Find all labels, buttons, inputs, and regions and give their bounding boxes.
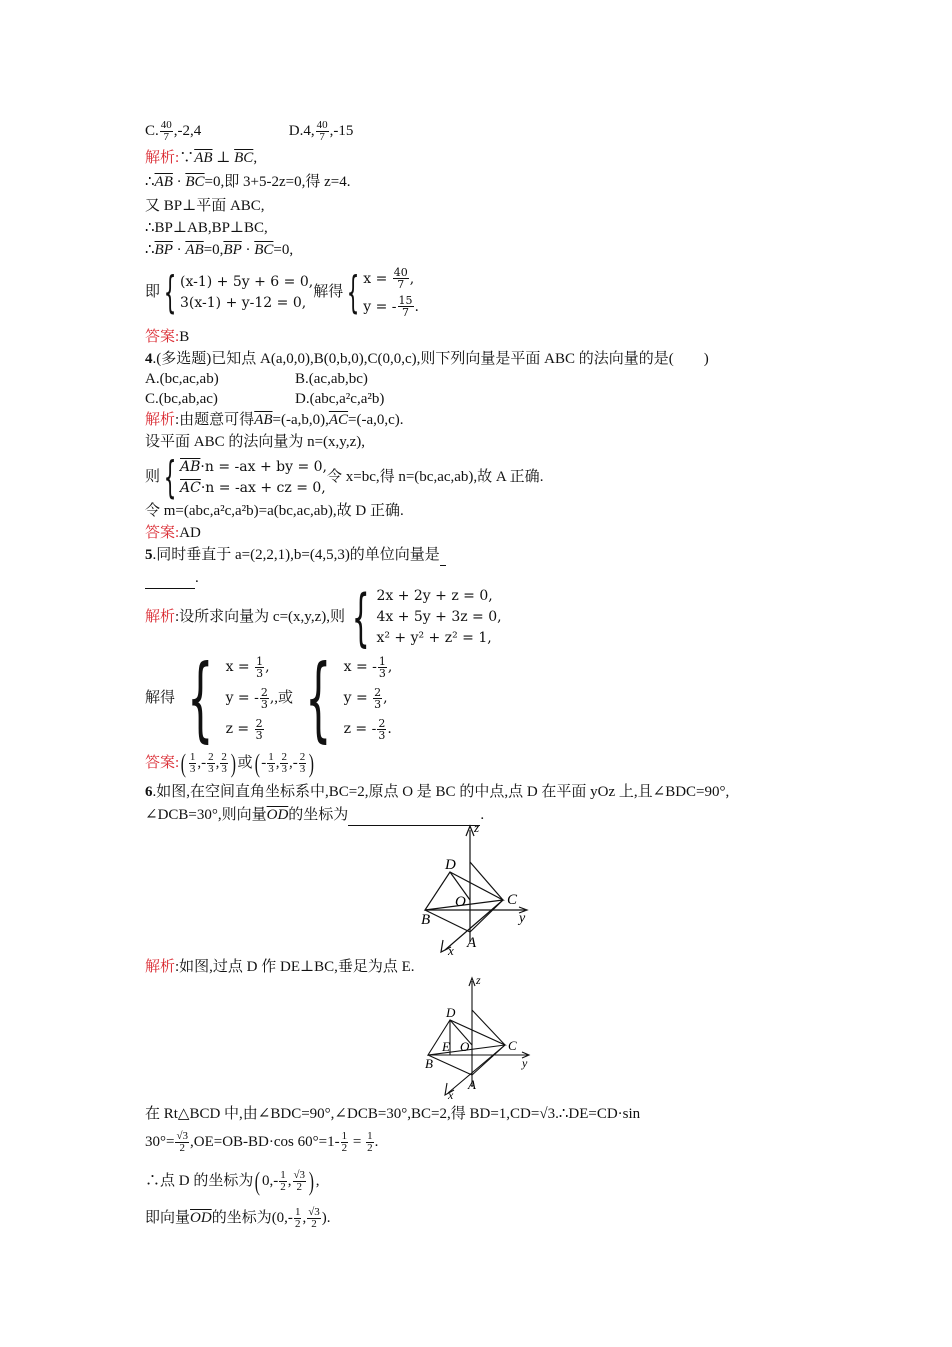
answer-value: B (179, 329, 190, 345)
q5-answer: 答案:( $\frac{1}{3}$ ,- $\frac{2}{3}$ , $\frac{2}{3}$ ) 或( - $\frac{1}{3}$ , $\frac{2}{3}$ ,- $\frac{2}{3}$ ) (145, 748, 315, 778)
label-y: y (522, 1056, 528, 1070)
vector-bc: $\overline{BC}$ (234, 150, 254, 166)
q4-options-cd: C.(bc,ab,ac) D.(abc,a²c,a²b) (145, 391, 385, 407)
option-c-label: C. (145, 122, 159, 139)
q4-analysis-1: 解析:由题意可得$\overline{AB}=(-a,b,0),\overline{AC}=(-a,0,c)$. (145, 412, 404, 428)
label-c: C (508, 1038, 517, 1053)
q4-title: 4.(多选题)已知点 A(a,0,0),B(0,b,0),C(0,0,c),则下列向量是平面 ABC 的法向量的是( ) (145, 351, 709, 367)
solution-1: x = $\frac{1}{3}$ , y = - $\frac{2}{3}$ , z = $\frac{2}{3}$ (225, 654, 275, 742)
q4-analysis-2: 设平面 ABC 的法向量为 n=(x,y,z), (145, 434, 365, 450)
q4-answer: 答案:AD (145, 525, 201, 541)
fraction: $\frac{40}{7}$ (160, 119, 172, 143)
q6-analysis-5: 即向量$\overline{OD}$的坐标为(0,- $\frac{1}{2}$ , $\frac{√3}{2}$ ). (145, 1206, 331, 1231)
label-a: A (468, 1077, 476, 1092)
label-o: O (460, 1039, 470, 1054)
label-d: D (446, 1005, 456, 1020)
option-d-label: D.4, (288, 122, 315, 139)
label-o: O (455, 894, 466, 910)
label-x: x (448, 1088, 454, 1100)
q3-analysis-2: $\therefore\overline{AB} \cdot \overline{BC}=0$,即 3+5-2z=0,得 z=4. (145, 174, 351, 190)
q3-analysis-4: ∴BP⊥AB,BP⊥BC, (145, 220, 268, 236)
vector-ab: $\overline{AB}$ (194, 150, 213, 166)
label-c: C (507, 892, 518, 908)
q6-analysis-3: 30°= $\frac{√3}{2}$ ,OE=OB-BD·cos 60°=1- $\frac{1}{2}$ = $\frac{1}{2}$ . (145, 1130, 379, 1155)
q3-analysis-1: 解析$:\because\overline{AB}$ ⊥ $\overline{BC}$, (145, 150, 258, 166)
q5-analysis-1: 解析:设所求向量为 c=(x,y,z),则 { 2x + 2y + z = 0, 4x + 5y + 3z = 0, x² + y² + z² = 1, (145, 580, 502, 654)
coordinate-figure-2 (420, 975, 535, 1100)
q4-analysis-4: 令 m=(abc,a²c,a²b)=a(bc,ac,ab),故 D 正确. (145, 503, 404, 519)
q3-analysis-3: 又 BP⊥平面 ABC, (145, 198, 265, 214)
q3-answer: 答案:B (145, 329, 190, 345)
q3-options-line (145, 120, 353, 143)
fraction: $\frac{40}{7}$ (316, 119, 328, 143)
equation-system: (x-1) + 5y + 6 = 0, 3(x-1) + y-12 = 0, (180, 273, 314, 311)
label-x: x (448, 943, 454, 957)
q3-system-line: 即{ (x-1) + 5y + 6 = 0, 3(x-1) + y-12 = 0, 解得{ x = $\frac{40}{7}$ , y = - $\frac{15}{7}$ . (145, 266, 419, 320)
q4-analysis-3: 则{ $\overline{AB}\cdot n = -ax$ + by = 0, $\overline{AC}\cdot n = -ax$ + cz = 0, 令 x=bc,得 n=(bc,ac,ab),故 A 正确. (145, 451, 544, 503)
label-y: y (519, 911, 526, 926)
label-a: A (467, 935, 477, 951)
q6-analysis-2: 在 Rt△BCD 中,由∠BDC=90°,∠DCB=30°,BC=2,得 BD=1,CD=√3.∴DE=CD·sin (145, 1106, 641, 1122)
q3-analysis-5: $\therefore\overline{BP} \cdot \overline{AB}=0,\overline{BP} \cdot \overline{BC}=0$, (145, 242, 294, 258)
q4-options-ab: A.(bc,ac,ab) B.(ac,ab,bc) (145, 371, 368, 387)
q6-title-2: ∠DCB=30°,则向量$\overline{OD}$的坐标为 . (145, 805, 484, 826)
label-z: z (474, 822, 480, 835)
analysis-label: 解析 (145, 150, 176, 166)
coordinate-figure-1 (415, 822, 535, 957)
q5-title: 5.同时垂直于 a=(2,2,1),b=(4,5,3)的单位向量是 (145, 545, 446, 566)
label-z: z (476, 975, 481, 987)
label-e: E (442, 1039, 450, 1054)
option-c-value: ,-2,4 (173, 122, 202, 139)
solution-system: x = $\frac{40}{7}$ , y = - $\frac{15}{7}$ . (363, 266, 419, 320)
label-b: B (421, 912, 431, 928)
q6-title: 6.如图,在空间直角坐标系中,BC=2,原点 O 是 BC 的中点,点 D 在平面 yOz 上,且∠BDC=90°, (145, 784, 730, 800)
q6-analysis-4: ∴点 D 的坐标为( 0,- $\frac{1}{2}$ , $\frac{√3}{2}$ ) , (145, 1166, 320, 1196)
q5-solutions: 解得 { x = $\frac{1}{3}$ , y = - $\frac{2}{3}$ , z = $\frac{2}{3}$ ,或 { x = - $\frac{1}{3}$ , y = $\frac{2}{3}$ , z = - $\frac{2}{3}$ . (145, 644, 393, 752)
label-d: D (445, 857, 456, 873)
label-b: B (425, 1056, 433, 1071)
solution-2: x = - $\frac{1}{3}$ , y = $\frac{2}{3}$ , z = - $\frac{2}{3}$ . (343, 654, 393, 742)
option-d-value: ,-15 (329, 122, 354, 139)
q6-analysis-1: 解析:如图,过点 D 作 DE⊥BC,垂足为点 E. (145, 959, 415, 975)
q5-answer-blank: . (145, 568, 199, 589)
